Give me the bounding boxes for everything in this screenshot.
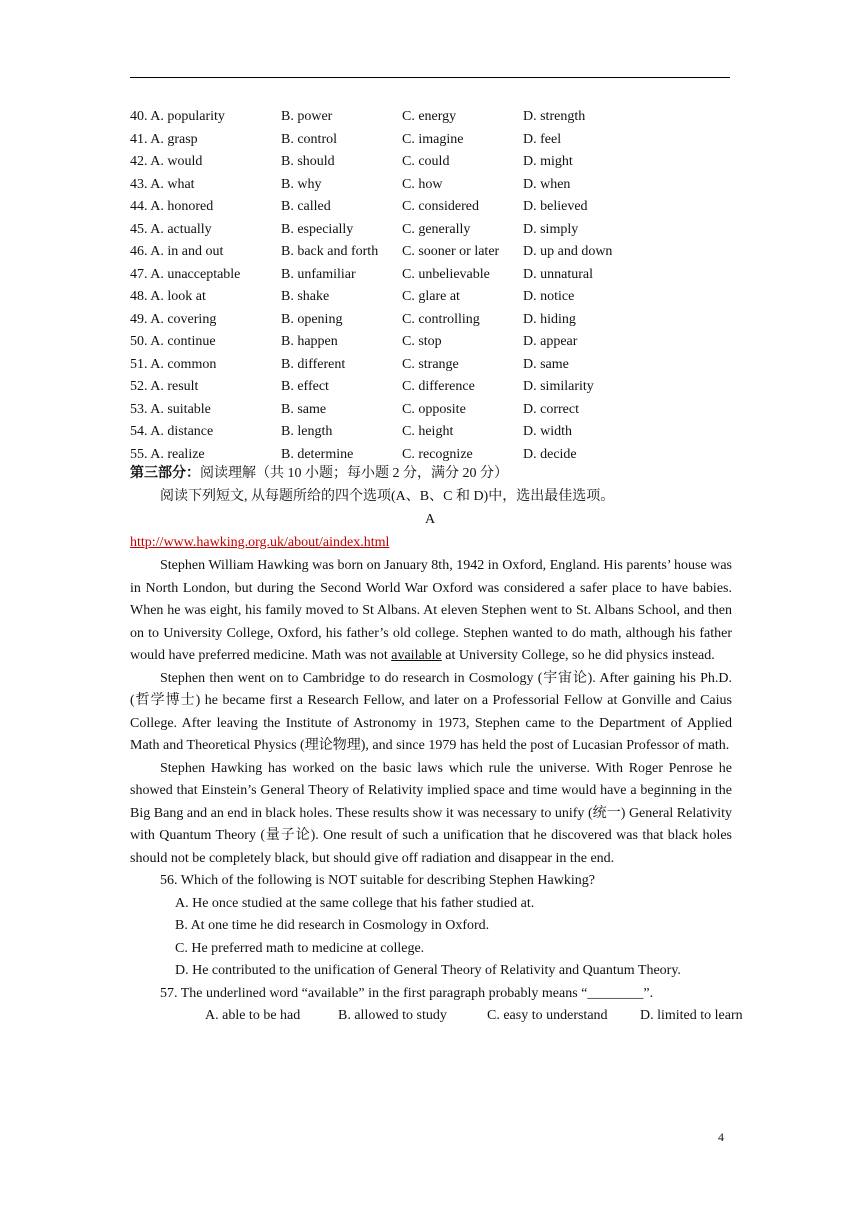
option-b: B. power [281,109,333,124]
option-d: D. same [523,356,569,372]
option-c: C. considered [402,199,479,214]
section-heading [130,463,732,486]
option-row-52 [130,376,730,399]
option-a: 51. A. common [130,356,217,372]
option-d: D. correct [523,401,579,417]
option-a: 54. A. distance [130,424,214,439]
option-b: B. called [281,199,331,214]
option-d: D. when [523,176,571,192]
option-row-47 [130,264,730,287]
option-row-49 [130,309,730,332]
option-row-40 [130,106,730,129]
option-row-42 [130,151,730,174]
option-a: 42. A. would [130,154,203,169]
question-56-choice-d: D. He contributed to the unification of General Theory of Relativity and Quantum Theory. [175,963,681,978]
option-a: 40. A. popularity [130,109,225,124]
passage-source-link[interactable]: http://www.hawking.org.uk/about/aindex.html [130,535,390,550]
question-56-choice-b: B. At one time he did research in Cosmology in Oxford. [175,918,490,933]
option-row-46 [130,241,730,264]
option-c: C. how [402,176,443,192]
option-a: 53. A. suitable [130,401,211,417]
option-c: C. recognize [402,446,473,462]
option-row-41 [130,129,730,152]
option-d: D. simply [523,221,579,237]
option-d: D. feel [523,131,562,147]
option-d: D. believed [523,199,588,214]
option-d: D. width [523,424,572,439]
header-rule [130,77,730,78]
option-row-48 [130,286,730,309]
option-c: C. imagine [402,131,464,147]
option-b: B. shake [281,289,330,304]
option-row-54 [130,421,730,444]
question-57-choice-b: B. allowed to study [338,1008,447,1023]
option-d: D. notice [523,289,575,304]
option-d: D. up and down [523,244,613,259]
option-c: C. strange [402,356,459,372]
option-a: 55. A. realize [130,446,205,462]
option-c: C. glare at [402,289,460,304]
passage-letter: A [424,512,436,527]
option-row-43 [130,174,730,197]
option-a: 48. A. look at [130,289,206,304]
option-c: C. height [402,424,454,439]
option-d: D. hiding [523,311,576,327]
question-56-choice-c: C. He preferred math to medicine at college. [175,940,425,956]
option-b: B. same [281,401,327,417]
option-b: B. different [281,356,346,372]
option-b: B. effect [281,379,329,394]
question-57-choices [130,1005,743,1028]
option-b: B. length [281,424,333,439]
option-a: 41. A. grasp [130,131,198,147]
option-b: B. back and forth [281,244,379,259]
option-d: D. strength [523,109,586,124]
option-b: B. should [281,154,335,169]
option-row-51 [130,354,730,377]
question-56-choice-a: A. He once studied at the same college that his father studied at. [175,895,535,911]
option-a: 52. A. result [130,379,199,394]
option-c: C. controlling [402,311,480,327]
option-a: 44. A. honored [130,199,214,214]
cloze-options-list [130,106,730,466]
option-a: 43. A. what [130,176,195,192]
option-b: B. unfamiliar [281,266,356,282]
page-number: 4 [718,1130,724,1144]
option-c: C. unbelievable [402,266,490,282]
option-c: C. generally [402,221,471,237]
option-c: C. opposite [402,401,466,417]
option-c: C. difference [402,379,475,394]
question-57-choice-c: C. easy to understand [487,1008,608,1023]
option-a: 50. A. continue [130,334,216,349]
option-a: 46. A. in and out [130,244,224,259]
option-b: B. why [281,176,322,192]
option-d: D. appear [523,334,578,349]
option-d: D. decide [523,446,577,462]
question-56-stem: 56. Which of the following is NOT suitable for describing Stephen Hawking? [160,873,595,888]
option-d: D. unnatural [523,266,593,282]
passage-body [130,555,743,1028]
section-instructions: 阅读下列短文, 从每题所给的四个选项(A、B、C 和 D)中，选出最佳选项。 [160,489,615,504]
section-heading-text: 阅读理解（共 10 小题；每小题 2 分，满分 20 分） [200,466,508,481]
option-a: 45. A. actually [130,221,212,237]
section-heading-label: 第三部分： [130,466,200,481]
option-row-53 [130,399,730,422]
option-b: B. happen [281,334,338,349]
question-57-choice-d: D. limited to learn [640,1008,743,1023]
passage-paragraph-3: Stephen Hawking has worked on the basic laws which rule the universe. With Roger Penrose he showed that Einstein’s General Theory of Relativity implied space and time would have a beginning in the Big Bang and an end in black holes. These results show it was necessary to unify (统一) General Relativity with Quantum Theory (量子论). One result of such a unification that he discovered was that black holes should not be completely black, but should give off radiation and disappear in the end. [130,760,732,866]
option-d: D. similarity [523,379,594,394]
option-row-44 [130,196,730,219]
option-b: B. opening [281,311,343,327]
passage-paragraph-2: Stephen then went on to Cambridge to do research in Cosmology (宇宙论). After gaining his Ph.D. (哲学博士) he became first a Research Fellow, and later on a Professorial Fellow at Gonville and Caius College. After leaving the Institute of Astronomy in 1973, Stephen came to the Department of Applied Math and Theoretical Physics (理论物理), and since 1979 has held the post of Lucasian Professor of math. [130,670,732,753]
option-c: C. could [402,154,450,169]
option-b: B. control [281,131,337,147]
option-a: 49. A. covering [130,311,217,327]
option-b: B. especially [281,221,354,237]
option-a: 47. A. unacceptable [130,266,241,282]
question-57-stem: 57. The underlined word “available” in the first paragraph probably means “________”. [160,985,654,1001]
option-row-45 [130,219,730,242]
question-57-choice-a: A. able to be had [205,1008,301,1023]
option-b: B. determine [281,446,354,462]
paragraph-text: at University College, so he did physics instead. [441,648,715,663]
option-c: C. energy [402,109,457,124]
passage-paragraph-1 [130,555,732,668]
paragraph-text: Stephen William Hawking was born on January 8th, 1942 in Oxford, England. His parents’ house was in North London, but during the Second World War Oxford was considered a safer place to have babies. When he was eight, his family moved to St Albans. At eleven Stephen went to St. Albans School, and then on to University College, Oxford, his father’s old college. Stephen wanted to do math, although his father would have preferred medicine. Math was not [130,558,732,663]
option-row-50 [130,331,730,354]
option-c: C. sooner or later [402,244,500,259]
underlined-word: available [391,648,442,663]
option-c: C. stop [402,334,442,349]
option-d: D. might [523,154,573,169]
